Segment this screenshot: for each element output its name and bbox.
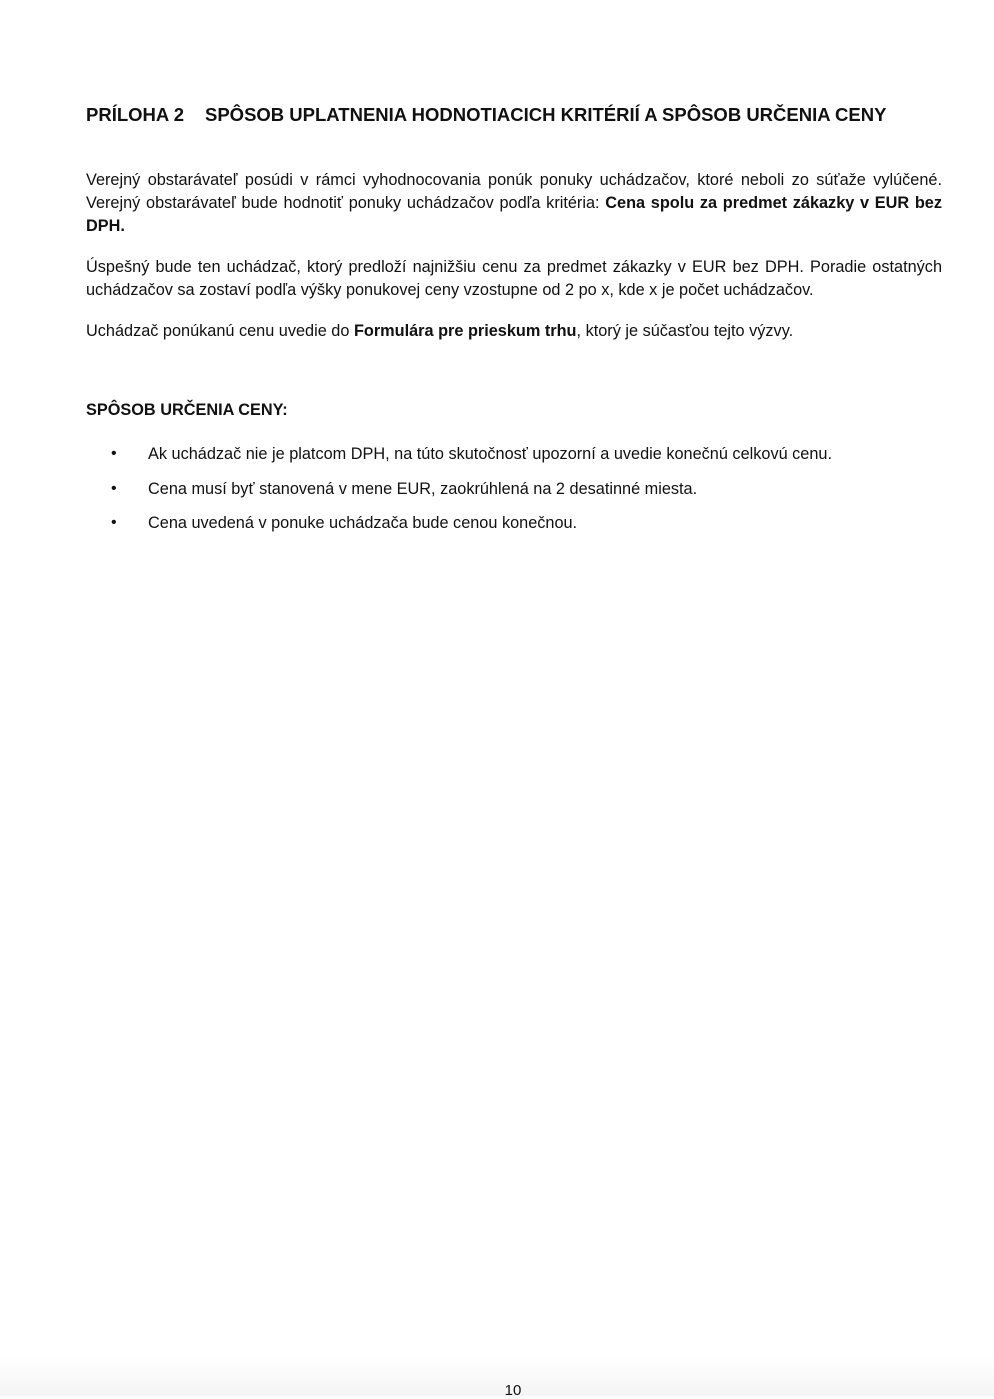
list-item xyxy=(0,512,994,547)
list-item-text: Cena musí byť stanovená v mene EUR, zaokrúhlená na 2 desatinné miesta. xyxy=(148,479,698,498)
evaluation-text: Verejný obstarávateľ posúdi v rámci vyhodnocovania ponúk ponuky uchádzačov, ktoré neboli zo súťaže vylúčené. Verejný obstarávateľ bude hodnotiť ponuky uchádzačov podľa kritéria: xyxy=(86,171,942,212)
form-text-after: , ktorý je súčasťou tejto výzvy. xyxy=(576,322,794,340)
ranking-text: Úspešný bude ten uchádzač, ktorý predloží najnižšiu cenu za predmet zákazky v EUR bez DPH. Poradie ostatných uchádzačov sa zostaví podľa výšky ponukovej ceny vzostupne od 2 po x, kde x je počet uchádzačov. xyxy=(86,258,942,299)
form-paragraph xyxy=(86,320,942,343)
bullet-icon: • xyxy=(111,445,117,462)
evaluation-paragraph xyxy=(86,169,942,238)
ranking-paragraph xyxy=(86,256,942,302)
form-name: Formulára pre prieskum trhu xyxy=(353,322,577,340)
section-heading xyxy=(86,104,946,126)
bullet-icon: • xyxy=(111,479,117,497)
list-item-text: Ak uchádzač nie je platcom DPH, na túto skutočnosť upozorní a uvedie konečnú celkovú cenu. xyxy=(148,445,832,463)
form-text-before: Uchádzač ponúkanú cenu uvedie do xyxy=(86,322,354,340)
bullet-icon: • xyxy=(111,514,117,531)
list-item xyxy=(0,443,994,478)
price-rules-list xyxy=(0,443,994,547)
list-item xyxy=(0,478,994,513)
list-item-text: Cena uvedená v ponuke uchádzača bude cenou konečnou. xyxy=(148,514,578,532)
criterion-text: Cena spolu za predmet zákazky v EUR bez DPH. xyxy=(86,194,942,235)
page-number: 10 xyxy=(504,1382,522,1399)
annex-title: SPÔSOB UPLATNENIA HODNOTIACICH KRITÉRIÍ A SPÔSOB URČENIA CENY xyxy=(205,104,887,125)
price-method-heading: SPÔSOB URČENIA CENY: xyxy=(86,401,288,419)
annex-label: PRÍLOHA 2 xyxy=(86,104,184,125)
